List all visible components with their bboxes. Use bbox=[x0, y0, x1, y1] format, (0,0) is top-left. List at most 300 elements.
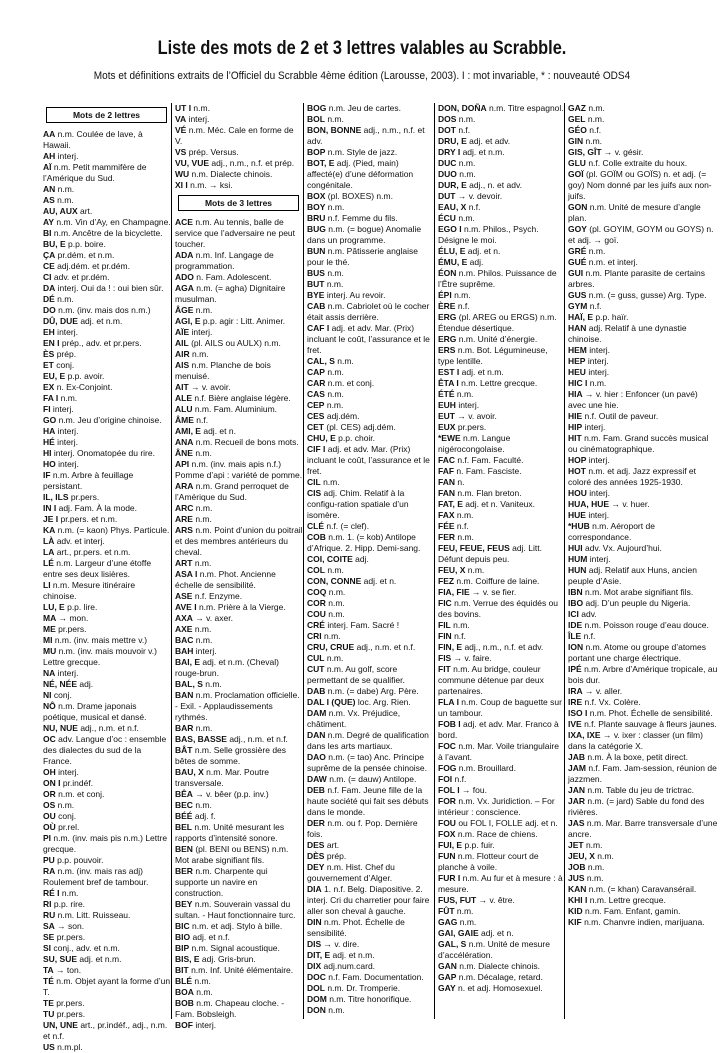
dictionary-entry bbox=[438, 598, 565, 620]
entry-word: DES bbox=[307, 840, 325, 850]
entry-definition: n.m. et conj. bbox=[325, 378, 375, 388]
entry-word: KHI I bbox=[568, 895, 588, 905]
entry-word: DRY I bbox=[438, 147, 461, 157]
entry-word: DAO bbox=[307, 752, 326, 762]
entry-definition: n.m. bbox=[594, 851, 614, 861]
entry-definition: adv. et interj. bbox=[54, 536, 105, 546]
entry-word: DEY bbox=[307, 862, 325, 872]
dictionary-entry bbox=[438, 576, 565, 587]
entry-word: FI bbox=[43, 404, 51, 414]
entry-word: ACE bbox=[175, 217, 193, 227]
dictionary-entry bbox=[307, 950, 435, 961]
entry-word: FAN bbox=[438, 488, 455, 498]
entry-definition: n.m. bbox=[193, 503, 213, 513]
entry-word: RU bbox=[43, 910, 56, 920]
entry-definition: n.m. bbox=[59, 888, 79, 898]
dictionary-entry bbox=[175, 360, 303, 382]
entry-word: ICI bbox=[568, 609, 579, 619]
entry-definition: interj. bbox=[192, 1020, 217, 1030]
dictionary-entry bbox=[307, 158, 435, 191]
dictionary-entry bbox=[175, 514, 303, 525]
entry-word: BEL bbox=[175, 822, 192, 832]
entry-word: BOL bbox=[307, 114, 325, 124]
entry-definition: n.m. bbox=[583, 136, 603, 146]
entry-word: GUS bbox=[568, 290, 587, 300]
entry-word: HOT bbox=[568, 466, 586, 476]
entry-definition: p.p. boire. bbox=[65, 239, 106, 249]
entry-definition: n.m. Point d’union du poitrail et des membres antérieurs du cheval. bbox=[175, 525, 303, 557]
dictionary-entry bbox=[438, 895, 565, 906]
dictionary-entry bbox=[307, 1005, 435, 1016]
entry-word: DÛ, DUE bbox=[43, 316, 78, 326]
dictionary-entry bbox=[43, 932, 171, 943]
entry-definition: n.m. et conj. bbox=[55, 789, 105, 799]
dictionary-entry bbox=[568, 290, 718, 301]
dictionary-entry bbox=[307, 708, 435, 730]
entry-definition: n.m. Style de jazz. bbox=[325, 147, 398, 157]
entry-definition: n.m. Litt. Ruisseau. bbox=[55, 910, 131, 920]
dictionary-entry bbox=[438, 972, 565, 983]
entry-word: BOY bbox=[307, 202, 326, 212]
entry-word: NI bbox=[43, 690, 52, 700]
entry-word: WU bbox=[175, 169, 190, 179]
entry-word: LI bbox=[43, 580, 51, 590]
entry-definition: p.p. avoir. bbox=[65, 371, 105, 381]
entry-definition: ou FOL I, FOLLE adj. et n. bbox=[455, 818, 558, 828]
dictionary-entry bbox=[43, 371, 171, 382]
entry-word: HAN bbox=[568, 323, 587, 333]
dictionary-entry bbox=[568, 708, 718, 719]
entry-definition: → v. ixer : classer (un film) dans la catégorie X. bbox=[568, 730, 703, 751]
dictionary-entry bbox=[568, 642, 718, 664]
entry-definition: adj.num.card. bbox=[321, 961, 376, 971]
entry-word: DAN bbox=[307, 730, 326, 740]
dictionary-entry bbox=[175, 503, 303, 514]
entry-word: GAI, GAIE bbox=[438, 928, 479, 938]
entry-definition: n.m. Dr. Tromperie. bbox=[324, 983, 401, 993]
dictionary-entry bbox=[43, 360, 171, 371]
entry-word: GO bbox=[43, 415, 57, 425]
entry-definition: n.m. Race de chiens. bbox=[455, 829, 538, 839]
entry-definition: n.f. Colle extraite du houx. bbox=[585, 158, 688, 168]
entry-definition: n.m. Grand perroquet de l’Amérique du Sud. bbox=[175, 481, 289, 502]
entry-definition: n.m. Méc. Cale en forme de V. bbox=[175, 125, 294, 146]
entry-definition: n.m. et adj. Stylo à bille. bbox=[189, 921, 283, 931]
entry-definition: n.f. Femme du fils. bbox=[325, 213, 398, 223]
entry-definition: n.m. Coulée de lave, à Hawaii. bbox=[43, 129, 143, 150]
entry-definition: n.m. bbox=[192, 514, 212, 524]
entry-word: ÈRE bbox=[438, 301, 456, 311]
dictionary-entry bbox=[175, 404, 303, 415]
entry-word: BUS bbox=[307, 268, 325, 278]
dictionary-entry bbox=[568, 554, 718, 565]
entry-word: FOU bbox=[438, 818, 456, 828]
dictionary-entry bbox=[568, 114, 718, 125]
entry-definition: n.m. Unité de mesure d’accélération. bbox=[438, 939, 550, 960]
entry-definition: adj., n. et adv. bbox=[466, 180, 522, 190]
entry-definition: n.m. (= khan) Caravansérail. bbox=[586, 884, 697, 894]
dictionary-entry bbox=[175, 690, 303, 723]
entry-definition: conj. bbox=[53, 360, 75, 370]
entry-word: GIS, GÎT bbox=[568, 147, 602, 157]
entry-definition: adj., n.m., n.f. et adv. bbox=[462, 642, 544, 652]
entry-definition: n.m. ou f. Pop. Dernière fois. bbox=[307, 818, 418, 839]
dictionary-entry bbox=[307, 840, 435, 851]
entry-definition: n.m. Objet ayant la forme d’un T. bbox=[43, 976, 171, 997]
entry-word: FOI bbox=[438, 774, 453, 784]
entry-word: EUH bbox=[438, 400, 456, 410]
entry-word: RI bbox=[43, 899, 52, 909]
entry-word: BAI, E bbox=[175, 657, 201, 667]
entry-word: CE bbox=[43, 261, 55, 271]
entry-definition: n.m. bbox=[202, 679, 222, 689]
entry-word: HIP bbox=[568, 422, 583, 432]
dictionary-entry bbox=[307, 576, 435, 587]
dictionary-entry bbox=[307, 290, 435, 301]
dictionary-entry bbox=[175, 558, 303, 569]
entry-definition: n.f. Bière anglaise légère. bbox=[192, 393, 291, 403]
entry-word: ERG bbox=[438, 334, 457, 344]
entry-word: CUT bbox=[307, 664, 325, 674]
entry-word: BEN bbox=[175, 844, 193, 854]
entry-word: BAN bbox=[175, 690, 194, 700]
entry-word: AÏE bbox=[175, 327, 190, 337]
dictionary-entry bbox=[43, 822, 171, 833]
dictionary-entry bbox=[438, 378, 565, 389]
dictionary-entry bbox=[175, 217, 303, 250]
dictionary-entry bbox=[175, 415, 303, 426]
entry-word: JAR bbox=[568, 796, 586, 806]
dictionary-entry bbox=[307, 389, 435, 400]
dictionary-entry bbox=[307, 202, 435, 213]
dictionary-entry bbox=[43, 965, 171, 976]
entry-word: NÉ, NÉE bbox=[43, 679, 78, 689]
entry-definition: n.m. bbox=[584, 873, 604, 883]
dictionary-entry bbox=[307, 565, 435, 576]
entry-definition: n.f. bbox=[586, 125, 602, 135]
entry-definition: n.m. Recueil de bons mots. bbox=[193, 437, 299, 447]
entry-word: FUR I bbox=[438, 873, 461, 883]
entry-definition: n.m. Vin d’Ay, en Champagne. bbox=[54, 217, 171, 227]
dictionary-entry bbox=[43, 162, 171, 184]
dictionary-entry bbox=[568, 664, 718, 686]
dictionary-entry bbox=[568, 158, 718, 169]
entry-word: AA bbox=[43, 129, 56, 139]
dictionary-entry bbox=[307, 818, 435, 840]
entry-definition: n.m. (= guss, gusse) Arg. Type. bbox=[586, 290, 707, 300]
entry-word: BAU, X bbox=[175, 767, 204, 777]
entry-word: GOY bbox=[568, 224, 587, 234]
entry-definition: n.f. Fam. Faculté. bbox=[455, 455, 524, 465]
entry-word: TE bbox=[43, 998, 54, 1008]
dictionary-entry bbox=[43, 943, 171, 954]
entry-word: GAN bbox=[438, 961, 457, 971]
entry-word: IBO bbox=[568, 598, 584, 608]
dictionary-entry bbox=[43, 415, 171, 426]
entry-definition: n.m. (= agha) Dignitaire musulman. bbox=[175, 283, 286, 304]
dictionary-entry bbox=[307, 587, 435, 598]
dictionary-entry bbox=[43, 294, 171, 305]
entry-definition: n.m. Cabriolet où le cocher était assis derrière. bbox=[307, 301, 430, 322]
entry-definition: adj. et n.m. bbox=[459, 367, 504, 377]
entry-word: ÂME bbox=[175, 415, 194, 425]
entry-definition: n.m. bbox=[54, 195, 74, 205]
dictionary-entry bbox=[438, 521, 565, 532]
entry-word: FLA I bbox=[438, 697, 459, 707]
entry-definition: → v. dire. bbox=[321, 939, 360, 949]
entry-word: EU, E bbox=[43, 371, 66, 381]
entry-word: CAP bbox=[307, 367, 325, 377]
dictionary-entry bbox=[43, 250, 171, 261]
entry-definition: 1. n.f. Belg. Diapositive. 2. interj. Cri du charretier pour faire aller son cheval à gauche. bbox=[307, 884, 430, 916]
entry-word: CIL bbox=[307, 477, 321, 487]
entry-word: TÉ bbox=[43, 976, 54, 986]
entry-word: DIT, E bbox=[307, 950, 331, 960]
entry-definition: n.m. Philos. Puissance de l’Être suprême. bbox=[438, 268, 557, 289]
entry-definition: interj. bbox=[585, 510, 610, 520]
entry-word: DUO bbox=[438, 169, 457, 179]
entry-word: VU, VUE bbox=[175, 158, 210, 168]
dictionary-entry bbox=[175, 305, 303, 316]
entry-word: FER bbox=[438, 532, 455, 542]
entry-word: BUN bbox=[307, 246, 326, 256]
entry-word: MA bbox=[43, 613, 57, 623]
entry-word: BÊA bbox=[175, 789, 193, 799]
entry-definition: interj. bbox=[582, 422, 606, 432]
dictionary-entry bbox=[438, 664, 565, 697]
entry-word: GÉO bbox=[568, 125, 587, 135]
entry-word: OH bbox=[43, 767, 56, 777]
entry-word: DAM bbox=[307, 708, 327, 718]
entry-word: BIO bbox=[175, 932, 191, 942]
dictionary-entry bbox=[438, 499, 565, 510]
section-header: Mots de 3 lettres bbox=[178, 195, 299, 211]
dictionary-entry bbox=[568, 499, 718, 510]
entry-definition: n.m. bbox=[324, 367, 344, 377]
entry-definition: n.m. Mar. Poutre transversale. bbox=[175, 767, 270, 788]
dictionary-entry bbox=[438, 565, 565, 576]
dictionary-entry bbox=[568, 466, 718, 488]
entry-definition: n.m. et interj. bbox=[586, 257, 638, 267]
entry-word: DON bbox=[307, 1005, 326, 1015]
entry-word: CAR bbox=[307, 378, 326, 388]
entry-word: DOC bbox=[307, 972, 326, 982]
entry-word: GAP bbox=[438, 972, 457, 982]
entry-definition: n.m. Flan breton. bbox=[455, 488, 522, 498]
entry-word: BI bbox=[43, 228, 52, 238]
entry-word: IVE bbox=[568, 719, 582, 729]
dictionary-entry bbox=[438, 301, 565, 312]
entry-word: UN, UNE bbox=[43, 1020, 78, 1030]
dictionary-entry bbox=[438, 488, 565, 499]
entry-definition: n.m. bbox=[192, 558, 212, 568]
entry-definition: adj. D’un peuple du Nigeria. bbox=[583, 598, 691, 608]
entry-definition: n.m. À la boxe, petit direct. bbox=[585, 752, 689, 762]
dictionary-entry bbox=[438, 961, 565, 972]
entry-word: ÉPI bbox=[438, 290, 452, 300]
dictionary-entry bbox=[175, 789, 303, 800]
entry-definition: conj. bbox=[51, 690, 72, 700]
entry-word: DIX bbox=[307, 961, 322, 971]
entry-word: CAS bbox=[307, 389, 325, 399]
entry-definition: prép. Versus. bbox=[186, 147, 239, 157]
dictionary-entry bbox=[175, 338, 303, 349]
entry-definition: n.m. Phot. Échelle de sensibilité. bbox=[307, 917, 405, 938]
entry-word: RÉ I bbox=[43, 888, 60, 898]
dictionary-entry bbox=[43, 976, 171, 998]
dictionary-entry bbox=[175, 591, 303, 602]
entry-word: HUE bbox=[568, 510, 586, 520]
entry-definition: n.m. Fam. Aluminium. bbox=[192, 404, 278, 414]
entry-word: CRI bbox=[307, 631, 322, 641]
entry-word: HO bbox=[43, 459, 56, 469]
entry-word: AMI, E bbox=[175, 426, 201, 436]
entry-definition: n.m. Mar. Voile triangulaire à l’avant. bbox=[438, 741, 559, 762]
entry-definition: n.f. Fam. Documentation. bbox=[325, 972, 424, 982]
entry-definition: n.m. bbox=[334, 356, 354, 366]
entry-word: AXA bbox=[175, 613, 193, 623]
entry-word: BOB bbox=[175, 998, 194, 1008]
entry-definition: n.m. Unité de mesure d’angle plan. bbox=[568, 202, 701, 223]
entry-word: BIS, E bbox=[175, 954, 200, 964]
dictionary-entry bbox=[43, 492, 171, 503]
entry-word: ADA bbox=[175, 250, 194, 260]
dictionary-entry bbox=[438, 587, 565, 598]
dictionary-entry bbox=[175, 602, 303, 613]
entry-definition: (pl. BENI ou BENS) n.m. Mot arabe signifiant fils. bbox=[175, 844, 289, 865]
dictionary-entry bbox=[175, 382, 303, 393]
entry-definition: n.f. bbox=[466, 202, 481, 212]
dictionary-entry bbox=[43, 899, 171, 910]
entry-definition: adj. bbox=[77, 679, 94, 689]
entry-definition: n.m. Au tennis, balle de service que l’adversaire ne peut toucher. bbox=[175, 217, 296, 249]
entry-word: BER bbox=[175, 866, 193, 876]
entry-definition: n. Ex-Conjoint. bbox=[54, 382, 113, 392]
dictionary-entry bbox=[307, 939, 435, 950]
entry-word: OÙ bbox=[43, 822, 56, 832]
dictionary-entry bbox=[568, 565, 718, 587]
dictionary-entry bbox=[438, 257, 565, 268]
entry-definition: n.f. Plante sauvage à fleurs jaunes. bbox=[581, 719, 717, 729]
entry-definition: interj. bbox=[55, 767, 79, 777]
dictionary-entry bbox=[43, 382, 171, 393]
entry-word: COU bbox=[307, 609, 326, 619]
entry-definition: → v. faire. bbox=[451, 653, 492, 663]
entry-word: GAG bbox=[438, 917, 458, 927]
entry-word: BYE bbox=[307, 290, 325, 300]
dictionary-entry bbox=[438, 653, 565, 664]
entry-definition: n.m. bbox=[325, 598, 345, 608]
dictionary-entry bbox=[175, 976, 303, 987]
dictionary-entry bbox=[438, 829, 565, 840]
entry-definition: → ton. bbox=[53, 965, 82, 975]
entry-definition: adj. et n. bbox=[478, 928, 514, 938]
entry-definition: n.m. bbox=[455, 213, 475, 223]
dictionary-entry bbox=[568, 631, 718, 642]
entry-word: DO bbox=[43, 305, 56, 315]
entry-definition: n.m. bbox=[324, 279, 344, 289]
dictionary-entry bbox=[307, 752, 435, 774]
dictionary-entry bbox=[43, 811, 171, 822]
entry-definition: n.m. Souverain vassal du sultan. - Haut fonctionnaire turc. bbox=[175, 899, 296, 920]
dictionary-entry bbox=[175, 426, 303, 437]
entry-definition: → v. gésir. bbox=[601, 147, 644, 157]
entry-definition: n.m. bbox=[583, 840, 603, 850]
dictionary-entry bbox=[568, 488, 718, 499]
entry-word: *EWE bbox=[438, 433, 461, 443]
dictionary-entry bbox=[438, 103, 565, 114]
entry-word: NA bbox=[43, 668, 56, 678]
entry-definition: n.m. Inf. Langage de programmation. bbox=[175, 250, 274, 271]
dictionary-entry bbox=[175, 679, 303, 690]
dictionary-entry bbox=[307, 268, 435, 279]
dictionary-entry bbox=[43, 283, 171, 294]
entry-word: PI bbox=[43, 833, 52, 843]
entry-word: GUÉ bbox=[568, 257, 587, 267]
dictionary-entry bbox=[568, 103, 718, 114]
dictionary-entry bbox=[307, 301, 435, 323]
entry-word: ÂGE bbox=[175, 305, 194, 315]
entry-word: DON, DOÑA bbox=[438, 103, 487, 113]
entry-word: AGA bbox=[175, 283, 194, 293]
entry-definition: n.m. et adj. Jazz expressif et coloré des années 1925-1930. bbox=[568, 466, 697, 487]
dictionary-entry bbox=[568, 763, 718, 785]
dictionary-entry bbox=[568, 312, 718, 323]
entry-word: HEM bbox=[568, 345, 587, 355]
entry-definition: n.m. bbox=[457, 917, 477, 927]
entry-definition: interj. bbox=[587, 554, 611, 564]
entry-definition: n.m. Philos., Psych. Désigne le moi. bbox=[438, 224, 539, 245]
entry-word: GUI bbox=[568, 268, 584, 278]
entry-word: DOS bbox=[438, 114, 457, 124]
entry-definition: n.m. bbox=[58, 393, 78, 403]
entry-word: FIN bbox=[438, 631, 452, 641]
entry-word: AIL bbox=[175, 338, 189, 348]
entry-definition: n.m. bbox=[324, 389, 344, 399]
dictionary-entry bbox=[43, 701, 171, 723]
entry-definition: n.m. Proclamation officielle. - Exil. - Applaudissements rythmés. bbox=[175, 690, 300, 722]
dictionary-entry bbox=[568, 455, 718, 466]
entry-word: OU bbox=[43, 811, 56, 821]
entry-word: CAL, S bbox=[307, 356, 335, 366]
entry-definition: n.f. bbox=[587, 301, 602, 311]
entry-word: BAR bbox=[175, 723, 194, 733]
entry-word: MU bbox=[43, 646, 57, 656]
entry-definition: interj. bbox=[586, 488, 611, 498]
entry-word: ASE bbox=[175, 591, 193, 601]
dictionary-entry bbox=[43, 536, 171, 547]
entry-word: GAZ bbox=[568, 103, 586, 113]
entry-definition: → son. bbox=[54, 921, 85, 931]
entry-definition: adj. et adv. Mar. Franco à bord. bbox=[438, 719, 559, 740]
dictionary-entry bbox=[175, 613, 303, 624]
entry-definition: n.m. Drame japonais poétique, musical et dansé. bbox=[43, 701, 147, 722]
entry-word: FEU, X bbox=[438, 565, 466, 575]
dictionary-entry bbox=[175, 734, 303, 745]
dictionary-entry bbox=[43, 437, 171, 448]
entry-word: BAC bbox=[175, 635, 194, 645]
entry-word: EUX bbox=[438, 422, 456, 432]
entry-word: ON I bbox=[43, 778, 61, 788]
dictionary-entry bbox=[438, 169, 565, 180]
entry-word: ME bbox=[43, 624, 56, 634]
dictionary-entry bbox=[568, 411, 718, 422]
dictionary-entry bbox=[175, 932, 303, 943]
entry-word: FEU, FEUE, FEUS bbox=[438, 543, 510, 553]
entry-definition: interj. Onomatopée du rire. bbox=[51, 448, 155, 458]
dictionary-entry bbox=[568, 378, 718, 389]
dictionary-entry bbox=[43, 646, 171, 668]
